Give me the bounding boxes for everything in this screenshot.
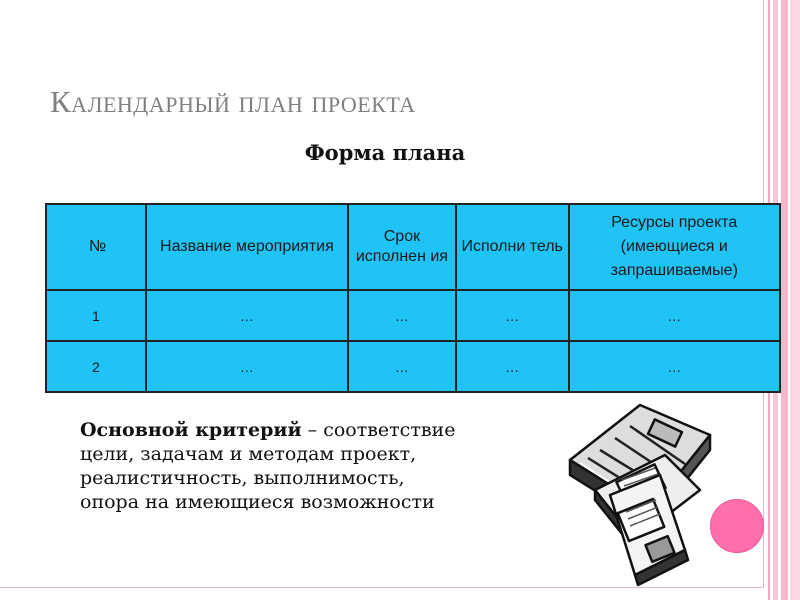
row-number: 1: [46, 290, 146, 341]
decor-stripe: [781, 0, 788, 600]
table-cell: …: [456, 290, 569, 341]
table-cell: …: [146, 290, 348, 341]
table-cell: …: [348, 290, 456, 341]
header-executor: Исполни тель: [456, 204, 569, 290]
criterion-bold: Основной критерий: [80, 419, 302, 441]
criterion-text: [80, 418, 455, 514]
table-row: [46, 290, 780, 341]
header-deadline: Срок исполнен ия: [348, 204, 456, 290]
table-cell: …: [569, 290, 780, 341]
header-resources: Ресурсы проекта (имеющиеся и запрашиваемые): [569, 204, 780, 290]
plan-table: [45, 203, 781, 393]
table-row: [46, 341, 780, 392]
criterion-line: цели, задачам и методам проект,: [80, 443, 417, 465]
criterion-line: опора на имеющиеся возможности: [80, 491, 435, 513]
table-cell: …: [456, 341, 569, 392]
header-number: №: [46, 204, 146, 290]
table-cell: …: [146, 341, 348, 392]
floppy-disks-icon: [560, 400, 720, 590]
pink-circle-icon: [710, 499, 764, 553]
criterion-line: реалистичность, выполнимость,: [80, 467, 405, 489]
table-header-row: [46, 204, 780, 290]
slide-title: Календарный план проекта: [50, 84, 416, 119]
table-cell: …: [569, 341, 780, 392]
header-event-name: Название мероприятия: [146, 204, 348, 290]
decor-stripe: [790, 0, 800, 600]
row-number: 2: [46, 341, 146, 392]
criterion-line: – соответствие: [301, 419, 456, 441]
table-cell: …: [348, 341, 456, 392]
slide-subtitle: Форма плана: [304, 140, 466, 165]
